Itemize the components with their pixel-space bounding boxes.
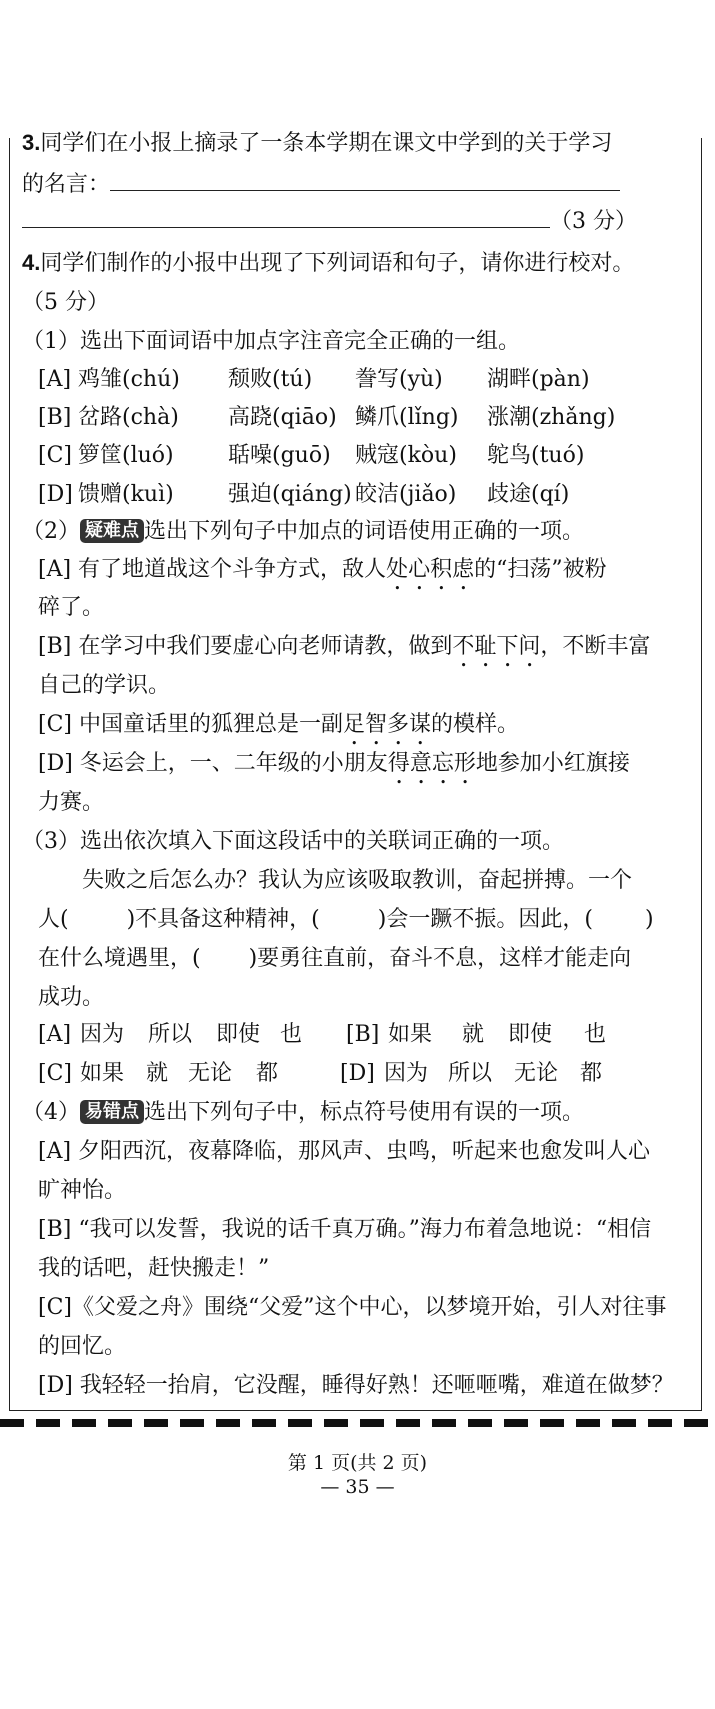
word: 涨潮(zhǎng): [487, 405, 616, 430]
difficulty-badge: 疑难点: [80, 519, 144, 543]
option-label: [C]: [38, 1061, 72, 1086]
word: 如果: [388, 1022, 433, 1047]
cut-line: [0, 1419, 715, 1427]
word: 无论: [514, 1061, 559, 1086]
word: 也: [584, 1022, 607, 1047]
q4-p1-stem: （1）选出下面词语中加点字注音完全正确的一组。: [22, 329, 520, 354]
word: 箩筐(luó): [78, 443, 174, 468]
word: 鳞爪(lǐng): [355, 405, 459, 430]
word: 鸡雏(chú): [78, 367, 180, 392]
q4-p3-stem: （3）选出依次填入下面这段话中的关联词正确的一项。: [22, 829, 564, 854]
word: 所以: [148, 1022, 193, 1047]
word: 馈赠(kuì): [78, 482, 174, 507]
q4-p3-para2: [38, 905, 654, 935]
word: 就: [146, 1061, 169, 1086]
word: 无论: [188, 1061, 233, 1086]
q4-p4-option-b[interactable]: [B] “我可以发誓，我说的话千真万确。”海力布着急地说：“相信: [38, 1217, 652, 1242]
word: 歧途(qí): [487, 482, 570, 507]
q4-p2-option-d[interactable]: [38, 749, 630, 789]
q4-score: （5 分）: [22, 290, 109, 315]
text: 地参加小红旗接: [475, 751, 630, 776]
dotted-phrase: 足智多谋: [343, 712, 432, 737]
word: 聒噪(guō): [228, 443, 331, 468]
text: ，不断丰富: [540, 634, 651, 659]
q3-line1: [22, 128, 612, 159]
q4-p2-option-d-cont: 力赛。: [38, 790, 105, 815]
q4-p4-option-a[interactable]: [A] 夕阳西沉，夜幕降临，那风声、虫鸣，听起来也愈发叫人心: [38, 1139, 651, 1164]
q4-p2-option-c[interactable]: [38, 710, 519, 750]
dotted-phrase: 处心积虑: [386, 557, 475, 582]
q3-line3: [22, 207, 637, 237]
text: [B] 在学习中我们要虚心向老师请教，做到: [38, 634, 453, 659]
q4-line1: [22, 248, 634, 279]
option-label: [A]: [38, 367, 72, 392]
q4-p4-option-d[interactable]: [D] 我轻轻一抬肩，它没醒，睡得好熟！还咂咂嘴，难道在做梦？: [38, 1373, 674, 1398]
q4-p2-option-a-cont: 碎了。: [38, 595, 105, 620]
q3-number: 3.: [22, 130, 41, 155]
q4-number: 4.: [22, 250, 41, 275]
q3-text: 同学们在小报上摘录了一条本学期在课文中学到的关于学习: [40, 131, 613, 156]
text: 的模样。: [431, 712, 520, 737]
option-label: [B]: [38, 405, 72, 430]
page-number: — 35 —: [320, 1476, 395, 1498]
q4-p4-stem-line: [22, 1098, 584, 1128]
word: 即使: [216, 1022, 261, 1047]
q4-p4-option-b-cont: 我的话吧，赶快搬走！”: [38, 1256, 270, 1281]
q4-p4-option-a-cont: 旷神怡。: [38, 1178, 127, 1203]
word: 就: [462, 1022, 485, 1047]
word: 因为: [80, 1022, 125, 1047]
word: 皎洁(jiǎo): [355, 482, 457, 507]
q4-p4-option-c[interactable]: [C]《父爱之舟》围绕“父爱”这个中心，以梦境开始，引人对往事: [38, 1295, 667, 1320]
q3-answer-blank-1[interactable]: [110, 170, 620, 191]
word: 所以: [448, 1061, 493, 1086]
word: 高跷(qiāo): [228, 405, 337, 430]
text: )不具备这种精神，(: [126, 907, 320, 932]
q4-p2-stem-line: [22, 517, 584, 547]
q3-answer-blank-2[interactable]: [22, 207, 550, 228]
dotted-phrase: 不耻下问: [452, 634, 541, 659]
text: [C] 中国童话里的狐狸总是一副: [38, 712, 343, 737]
text: ): [644, 907, 654, 932]
q4-p3-para3: [38, 944, 631, 974]
q4-p2-stem: 选出下列句子中加点的词语使用正确的一项。: [144, 519, 585, 544]
q3-line2: [22, 170, 620, 200]
word: 颓败(tú): [228, 367, 313, 392]
word: 誊写(yù): [355, 367, 443, 392]
q4-p2-option-b[interactable]: [38, 632, 650, 672]
word: 如果: [80, 1061, 125, 1086]
option-label: [B]: [346, 1022, 380, 1047]
q4-p3-para1: 失败之后怎么办？我认为应该吸取教训，奋起拼搏。一个: [82, 868, 633, 893]
word: 都: [580, 1061, 603, 1086]
q4-p2-option-b-cont: 自己的学识。: [38, 673, 171, 698]
q4-p4-option-c-cont: 的回忆。: [38, 1334, 127, 1359]
word: 鸵鸟(tuó): [487, 443, 585, 468]
word: 贼寇(kòu): [355, 443, 457, 468]
text: )要勇往直前，奋斗不息，这样才能走向: [248, 946, 632, 971]
option-label: [C]: [38, 443, 72, 468]
q4-p4-num: （4）: [22, 1100, 80, 1125]
word: 岔路(chà): [78, 405, 179, 430]
q3-score: （3 分）: [550, 209, 637, 234]
q3-label: 的名言：: [22, 172, 111, 197]
q4-p2-num: （2）: [22, 519, 80, 544]
page-indicator: 第 1 页(共 2 页): [287, 1452, 428, 1474]
word: 湖畔(pàn): [487, 367, 590, 392]
text: 的“扫荡”被粉: [474, 557, 607, 582]
word: 也: [280, 1022, 303, 1047]
option-label: [A]: [38, 1022, 72, 1047]
option-label: [D]: [340, 1061, 375, 1086]
text: )会一蹶不振。因此，(: [377, 907, 593, 932]
q4-text: 同学们制作的小报中出现了下列词语和句子，请你进行校对。: [40, 251, 635, 276]
q4-p3-para4: 成功。: [38, 985, 105, 1010]
q4-p2-option-a[interactable]: [38, 555, 607, 595]
word: 强迫(qiáng): [228, 482, 352, 507]
word: 都: [256, 1061, 279, 1086]
option-label: [D]: [38, 482, 73, 507]
dotted-phrase: 得意忘形: [387, 751, 476, 776]
word: 即使: [508, 1022, 553, 1047]
text: 在什么境遇里，(: [38, 946, 201, 971]
text: [A] 有了地道战这个斗争方式，敌人: [38, 557, 387, 582]
word: 因为: [384, 1061, 429, 1086]
error-prone-badge: 易错点: [80, 1100, 144, 1124]
text: [D] 冬运会上，一、二年级的小朋友: [38, 751, 388, 776]
text: 人(: [38, 907, 69, 932]
q4-p4-stem: 选出下列句子中，标点符号使用有误的一项。: [144, 1100, 585, 1125]
